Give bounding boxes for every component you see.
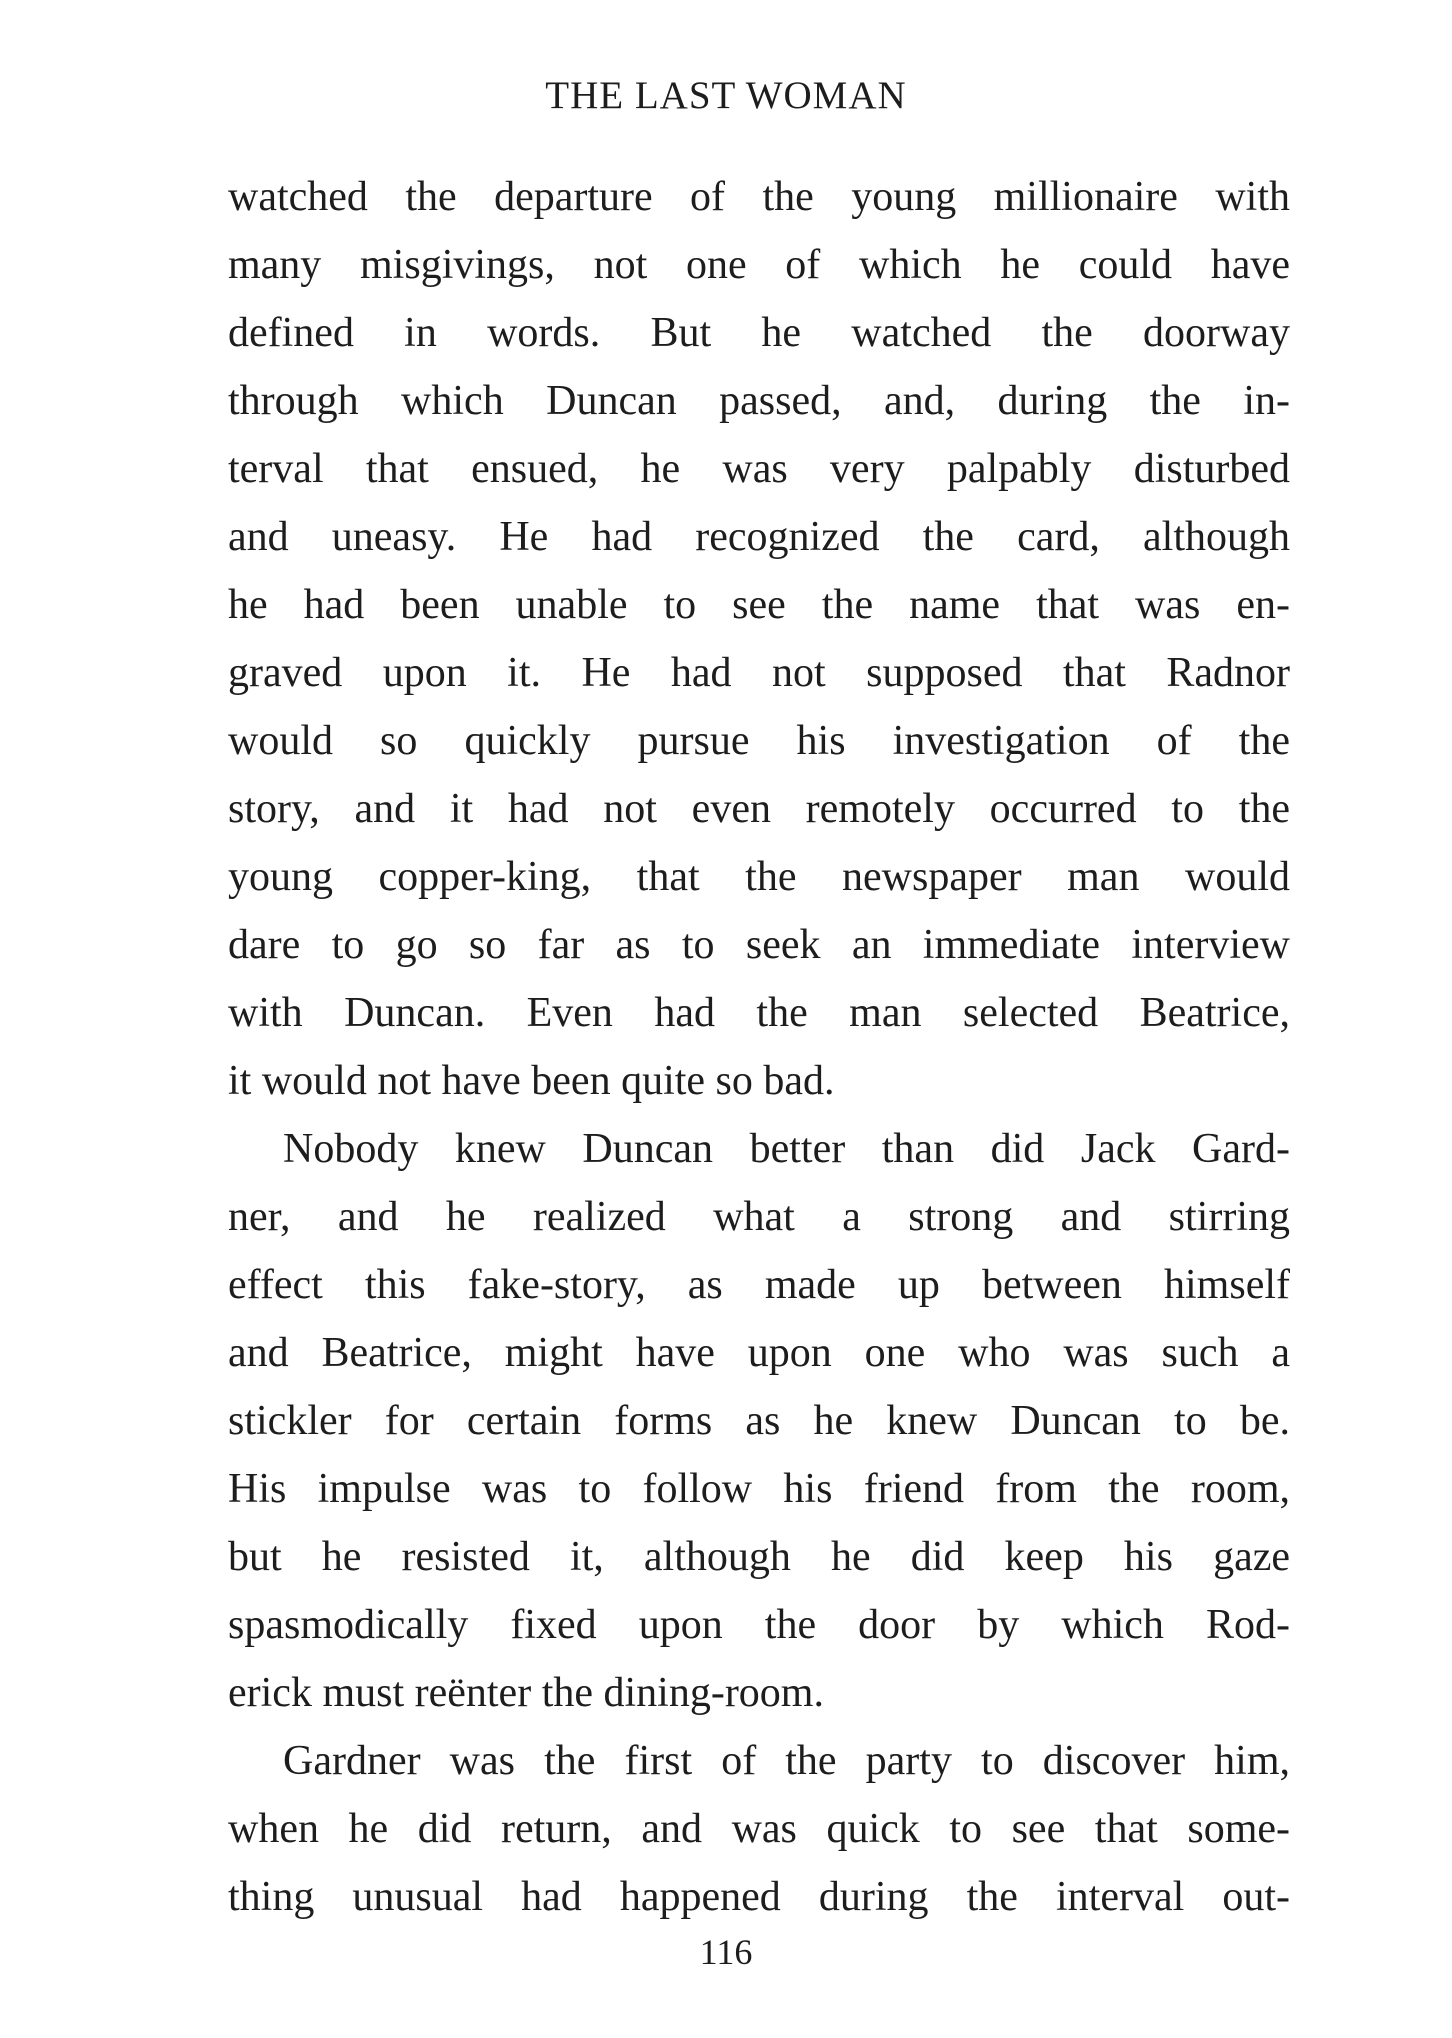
running-head: THE LAST WOMAN: [545, 74, 907, 117]
text-line: defined in words. But he watched the doorway: [228, 310, 1290, 356]
text-line: but he resisted it, although he did keep his gaze: [228, 1534, 1290, 1580]
text-line: terval that ensued, he was very palpably disturbed: [228, 446, 1290, 492]
paragraph-2: [228, 1115, 1290, 1727]
text-line: it would not have been quite so bad.: [228, 1058, 835, 1104]
text-line: many misgivings, not one of which he could have: [228, 242, 1290, 288]
text-line: thing unusual had happened during the interval out-: [228, 1874, 1290, 1920]
text-line: watched the departure of the young millionaire with: [228, 174, 1290, 220]
text-line: stickler for certain forms as he knew Duncan to be.: [228, 1398, 1290, 1444]
text-line: graved upon it. He had not supposed that Radnor: [228, 650, 1290, 696]
text-line: through which Duncan passed, and, during the in-: [228, 378, 1290, 424]
text-line: His impulse was to follow his friend from the room,: [228, 1466, 1290, 1512]
text-line: story, and it had not even remotely occurred to the: [228, 786, 1290, 832]
text-line: dare to go so far as to seek an immediate interview: [228, 922, 1290, 968]
paragraph-3: [228, 1727, 1290, 1931]
text-line: effect this fake-story, as made up between himself: [228, 1262, 1290, 1308]
text-line: and uneasy. He had recognized the card, although: [228, 514, 1290, 560]
text-line: Gardner was the first of the party to discover him,: [283, 1738, 1290, 1784]
text-line: and Beatrice, might have upon one who was such a: [228, 1330, 1290, 1376]
text-line: spasmodically fixed upon the door by which Rod-: [228, 1602, 1290, 1648]
text-line: with Duncan. Even had the man selected Beatrice,: [228, 990, 1290, 1036]
body-text: [228, 163, 1290, 1931]
text-line: ner, and he realized what a strong and stirring: [228, 1194, 1290, 1240]
text-line: when he did return, and was quick to see that some-: [228, 1806, 1290, 1852]
text-line: Nobody knew Duncan better than did Jack Gard-: [283, 1126, 1290, 1172]
paragraph-1: [228, 163, 1290, 1115]
page-number: 116: [699, 1932, 753, 1972]
text-line: he had been unable to see the name that was en-: [228, 582, 1290, 628]
text-line: young copper-king, that the newspaper man would: [228, 854, 1290, 900]
text-line: erick must reënter the dining-room.: [228, 1670, 824, 1716]
text-line: would so quickly pursue his investigation of the: [228, 718, 1290, 764]
